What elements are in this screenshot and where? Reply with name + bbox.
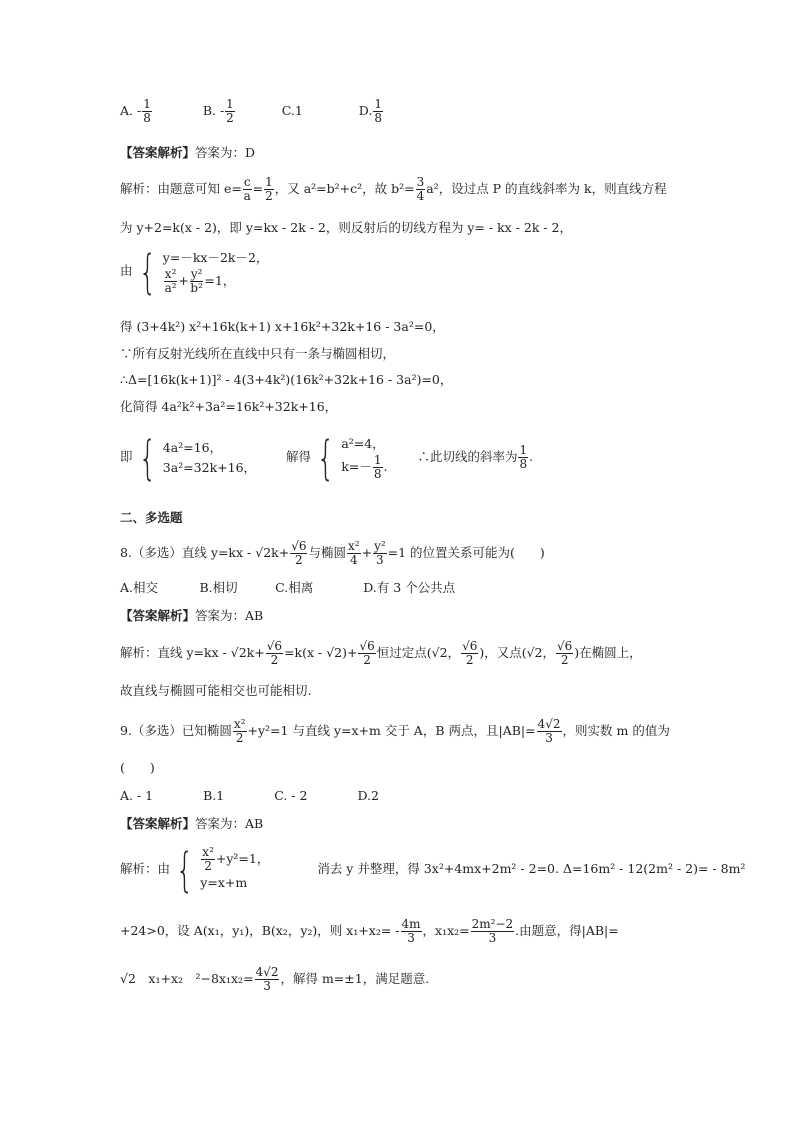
q9-solution-line2: +24>0，设 A(x₁，y₁)，B(x₂，y₂)，则 x₁+x₂= - $\frac{4m}{3}$ ，x₁x₂= $\frac{\text{2m²−2}}{3}$ .由题意，得|AB|=: [120, 917, 619, 945]
q7-solution-line6: 化简得 4a²k²+3a²=16k²+32k+16，: [120, 399, 338, 414]
section-heading: 二、多选题: [120, 510, 183, 525]
option-c: C.1: [281, 103, 303, 118]
equation-system: { y=－kx－2k－2， $\frac{\text{x²}}{\text{a²}}$ + $\frac{\text{y²}}{\text{b²}}$ =1，: [138, 244, 269, 299]
brace: {: [138, 244, 156, 299]
option-b: B. -: [202, 103, 225, 118]
fraction: $\frac{1}{8}$: [143, 97, 151, 125]
q9-solution-line1: 解析：由 { $\frac{\text{x²}}{2}$ +y²=1， y=x+m 消去 y 并整理，得 3x²+4mx+2m² - 2=0. Δ=16m² - 12(2m² - 2)= - 8m²: [120, 842, 746, 897]
q7-solution-line2: 为 y+2=k(x - 2)，即 y=kx - 2k - 2，则反射后的切线方程为 y= - kx - 2k - 2，: [120, 220, 573, 235]
q7-answer: 【答案解析】答案为：D: [120, 145, 256, 160]
equation-system: { 4a²=16， 3a²=32k+16，: [138, 430, 257, 485]
q7-solution-line3: 得 (3+4k²) x²+16k(k+1) x+16k²+32k+16 - 3a²=0，: [120, 319, 445, 334]
fraction: $\frac{1}{8}$: [374, 97, 382, 125]
q9-options: A. - 1 B.1 C. - 2 D.2: [120, 788, 379, 803]
equation-system: { a²=4， k=－ $\frac{1}{8}$ .: [316, 430, 388, 485]
equation-system: { $\frac{\text{x²}}{2}$ +y²=1， y=x+m: [175, 842, 270, 897]
q7-system: 由 { y=－kx－2k－2， $\frac{\text{x²}}{\text{a²}}$ + $\frac{\text{y²}}{\text{b²}}$ =1，: [120, 244, 269, 299]
q8-answer: 【答案解析】答案为：AB: [120, 608, 264, 623]
q7-options: [120, 98, 384, 125]
q8-options: A.相交 B.相切 C.相离 D.有 3 个公共点: [120, 580, 456, 595]
fraction: $\frac{1}{2}$: [265, 175, 273, 203]
option-a: A. -: [120, 103, 142, 118]
q8-stem: 8.（多选）直线 y=kx - √2k+ $\frac{√6}{2}$ 与椭圆 $\frac{\text{x²}}{4}$ + $\frac{\text{y²}}{3}$ =1 的位置关系可能为( ): [120, 539, 545, 567]
q9-paren: ( ): [120, 760, 155, 775]
fraction: $\frac{3}{4}$: [416, 175, 425, 203]
q9-solution-line3: √2 x₁+x₂ ²−8x₁x₂= $\frac{4√2}{3}$ ，解得 m=±1，满足题意.: [120, 965, 430, 993]
q8-solution-line2: 故直线与椭圆可能相交也可能相切.: [120, 683, 312, 698]
fraction: $\frac{1}{2}$: [226, 97, 234, 125]
fraction: $\frac{c}{a}$: [243, 175, 251, 203]
q7-final-system: 即 { 4a²=16， 3a²=32k+16， 解得 { a²=4， k=－ $\frac{1}{8}$ . ∴此切线的斜率为 $\frac{1}{8}$ .: [120, 430, 534, 485]
q7-solution-line5: ∴Δ=[16k(k+1)]² - 4(3+4k²)(16k²+32k+16 - 3a²)=0，: [120, 372, 453, 387]
q9-answer: 【答案解析】答案为：AB: [120, 816, 264, 831]
q7-solution-line1: 解析：由题意可知 e= $\frac{c}{a}$ = $\frac{1}{2}$ ，又 a²=b²+c²，故 b²= $\frac{3}{4}$ a²，设过点 P 的直线斜率为 k，则直线方程: [120, 175, 667, 203]
q9-stem: 9.（多选）已知椭圆 $\frac{\text{x²}}{2}$ +y²=1 与直线 y=x+m 交于 A，B 两点，且|AB|= $\frac{4√2}{3}$ ，则实数 m 的值为: [120, 717, 670, 745]
q8-solution-line1: 解析：直线 y=kx - √2k+ $\frac{√6}{2}$ =k(x - √2)+ $\frac{√6}{2}$ 恒过定点(√2， $\frac{√6}{2}$ )，又点(√2， $\frac{√6}{2}$ )在椭圆上，: [120, 639, 642, 667]
option-d: D.: [358, 103, 373, 118]
q7-solution-line4: ∵所有反射光线所在直线中只有一条与椭圆相切，: [120, 346, 396, 361]
